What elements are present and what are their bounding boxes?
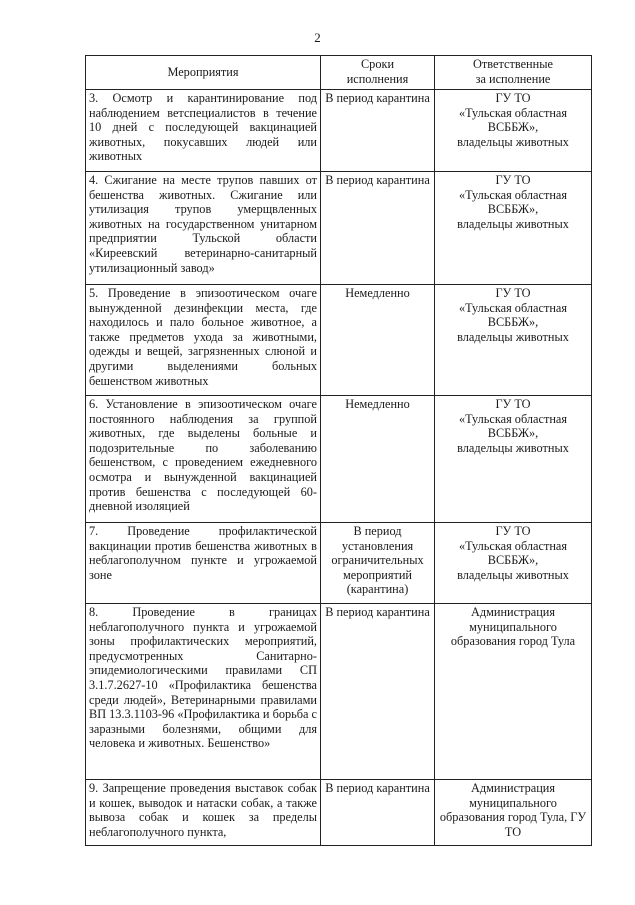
responsible-cell: ГУ ТО «Тульская областная ВСББЖ», владельцы животных <box>435 285 592 396</box>
deadline-cell: В период карантина <box>321 90 435 172</box>
deadline-cell: В период карантина <box>321 780 435 846</box>
table-row <box>86 172 592 285</box>
deadline-cell: В период карантина <box>321 604 435 780</box>
responsible-cell: ГУ ТО «Тульская областная ВСББЖ», владельцы животных <box>435 396 592 523</box>
measure-cell: 8. Проведение в границах неблагополучного пункта и угрожаемой зоны профилактических мероприятий, предусмотренных Санитарно-эпидемиологическими правилами СП 3.1.7.2627-10 «Профилактика бешенства среди людей», Ветеринарными правилами ВП 13.3.1103-96 «Профилактика и борьба с заразными болезнями, общими для человека и животных. Бешенство» <box>86 604 321 780</box>
table-row <box>86 523 592 604</box>
deadline-cell: Немедленно <box>321 285 435 396</box>
table-header-row <box>86 56 592 90</box>
deadline-cell: Немедленно <box>321 396 435 523</box>
table-row <box>86 90 592 172</box>
responsible-cell: ГУ ТО «Тульская областная ВСББЖ», владельцы животных <box>435 90 592 172</box>
measure-cell: 9. Запрещение проведения выставок собак и кошек, выводок и натаски собак, а также вывоза собак и кошек за пределы неблагополучного пункта, <box>86 780 321 846</box>
measure-cell: 5. Проведение в эпизоотическом очаге вынужденной дезинфекции места, где находилось и пало больное животное, а также предметов ухода за животными, одежды и вещей, загрязненных слюной и другими выделениями больных бешенством животных <box>86 285 321 396</box>
measure-cell: 7. Проведение профилактической вакцинации против бешенства животных в неблагополучном пункте и угрожаемой зоне <box>86 523 321 604</box>
header-responsible: Ответственные за исполнение <box>435 56 592 90</box>
table-row <box>86 396 592 523</box>
deadline-cell: В период установления ограничительных мероприятий (карантина) <box>321 523 435 604</box>
deadline-cell: В период карантина <box>321 172 435 285</box>
page-number: 2 <box>314 30 321 45</box>
measures-table <box>85 55 592 846</box>
responsible-cell: Администрация муниципального образования город Тула, ГУ ТО <box>435 780 592 846</box>
measure-cell: 4. Сжигание на месте трупов павших от бешенства животных. Сжигание или утилизация трупов умерщвленных животных на государственном унитарном предприятии Тульской области «Киреевский ветеринарно-санитарный утилизационный завод» <box>86 172 321 285</box>
table-row <box>86 780 592 846</box>
table-row <box>86 285 592 396</box>
header-measures: Мероприятия <box>86 56 321 90</box>
header-deadline: Сроки исполнения <box>321 56 435 90</box>
measure-cell: 3. Осмотр и карантинирование под наблюдением ветспециалистов в течение 10 дней с последующей вакцинацией животных, покусавших людей или животных <box>86 90 321 172</box>
table-row <box>86 604 592 780</box>
measure-cell: 6. Установление в эпизоотическом очаге постоянного наблюдения за группой животных, где выделены больные и подозрительные по заболеванию бешенством, с проведением ежедневного осмотра и вынужденной вакцинацией против бешенства с последующей 60-дневной изоляцией <box>86 396 321 523</box>
responsible-cell: ГУ ТО «Тульская областная ВСББЖ», владельцы животных <box>435 172 592 285</box>
responsible-cell: ГУ ТО «Тульская областная ВСББЖ», владельцы животных <box>435 523 592 604</box>
responsible-cell: Администрация муниципального образования город Тула <box>435 604 592 780</box>
